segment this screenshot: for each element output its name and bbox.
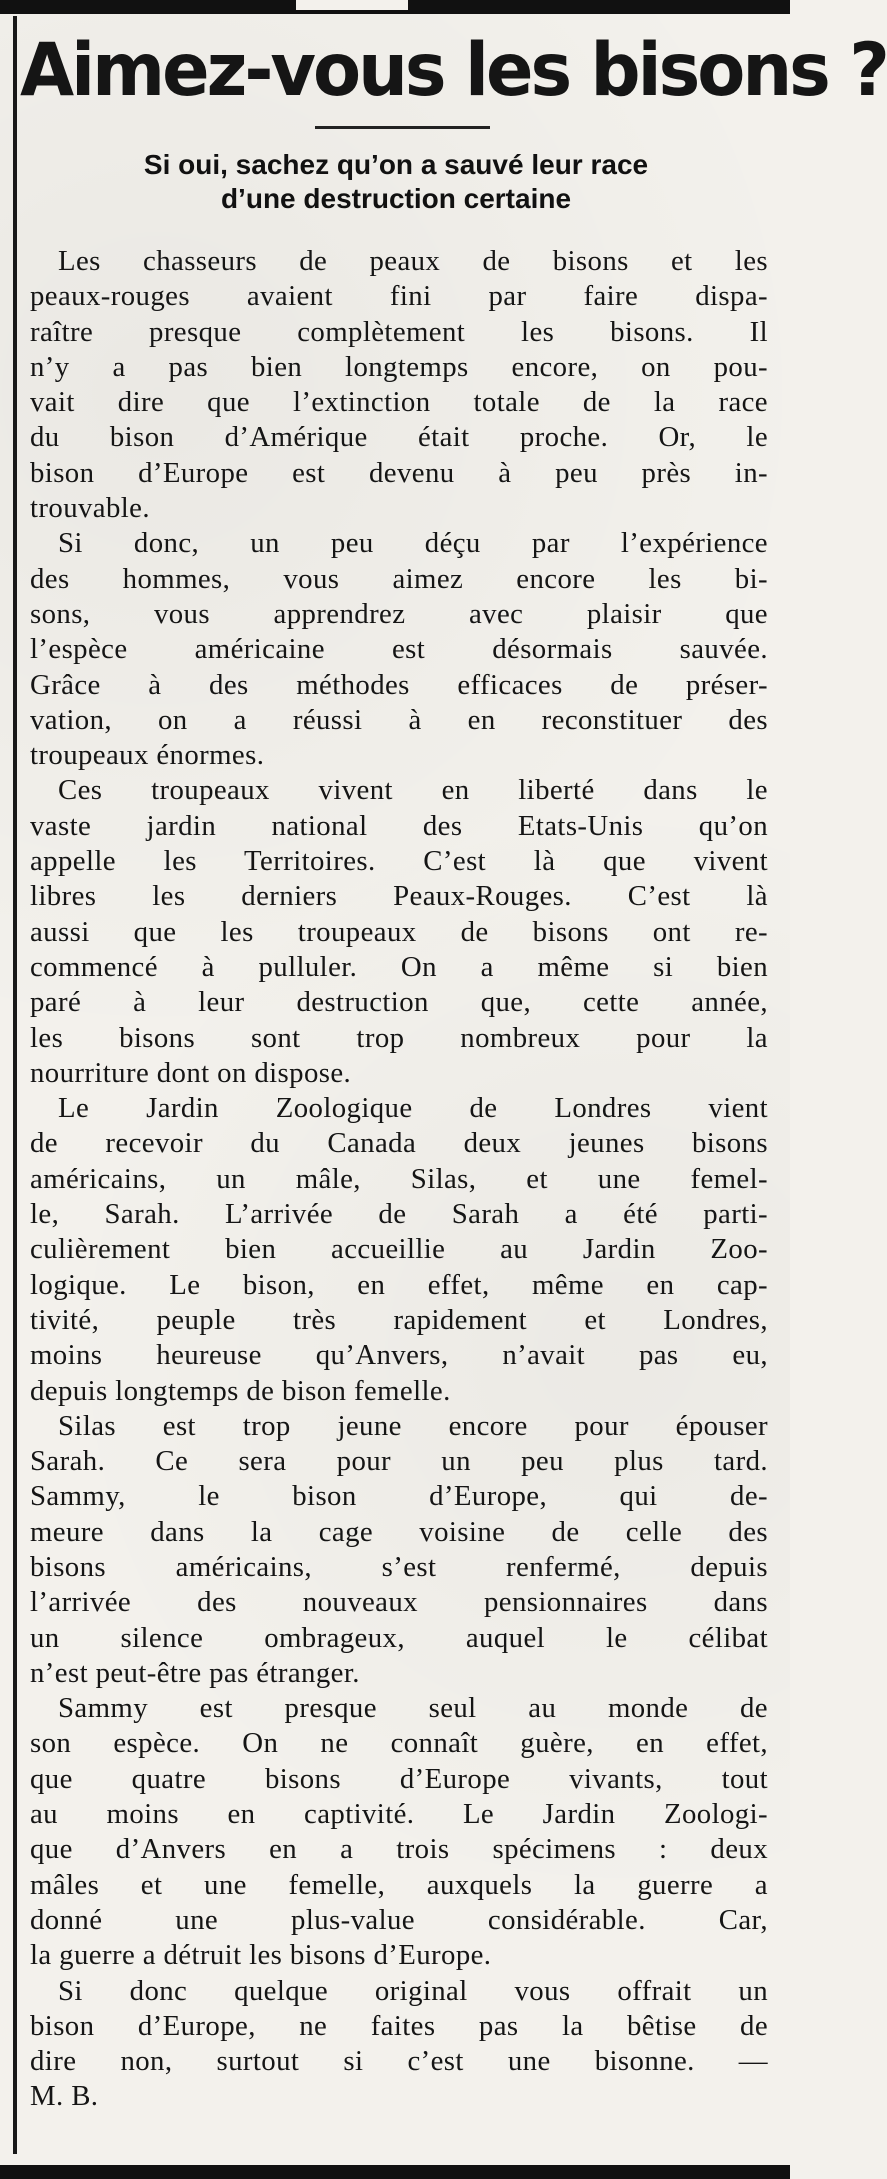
article-line: mâles et une femelle, auxquels la guerre a	[30, 1868, 768, 1901]
article-line: que d’Anvers en a trois spécimens : deux	[30, 1833, 768, 1866]
paragraph-3	[30, 773, 768, 1091]
headline: Aimez-vous les bisons ?	[20, 26, 887, 113]
paragraph-5	[30, 1409, 768, 1691]
article-line: culièrement bien accueillie au Jardin Zoo-	[30, 1233, 768, 1266]
article-line: depuis longtemps de bison femelle.	[30, 1374, 451, 1407]
article-line: vait dire que l’extinction totale de la race	[30, 386, 768, 419]
article-line: libres les derniers Peaux-Rouges. C’est là	[30, 880, 768, 913]
paragraph-4	[30, 1091, 768, 1409]
article-line: Ces troupeaux vivent en liberté dans le	[58, 774, 768, 807]
article-line: Si donc quelque original vous offrait un	[58, 1974, 768, 2007]
article-line: paré à leur destruction que, cette année,	[30, 986, 768, 1019]
article-line: n’est peut-être pas étranger.	[30, 1656, 360, 1689]
article-line: meure dans la cage voisine de celle des	[30, 1515, 768, 1548]
article-line: Sammy est presque seul au monde de	[58, 1692, 768, 1725]
article-line: américains, un mâle, Silas, et une femel-	[30, 1162, 768, 1195]
paragraph-7	[30, 1974, 768, 2115]
headline-divider	[315, 126, 490, 129]
article-line: le, Sarah. L’arrivée de Sarah a été parti-	[30, 1198, 768, 1231]
article-line: Silas est trop jeune encore pour épouser	[58, 1409, 768, 1442]
article-line: la guerre a détruit les bisons d’Europe.	[30, 1939, 492, 1972]
article-line: Les chasseurs de peaux de bisons et les	[58, 245, 768, 277]
paragraph-1	[30, 244, 768, 526]
subheadline-line-1: Si oui, sachez qu’on a sauvé leur race	[143, 149, 649, 180]
article-line: trouvable.	[30, 492, 150, 525]
article-line: tivité, peuple très rapidement et Londres,	[30, 1303, 768, 1336]
article-body	[30, 244, 768, 2115]
article-line: n’y a pas bien longtemps encore, on pou-	[30, 350, 768, 383]
article-line: bison d’Europe, ne faites pas la bêtise de	[30, 2009, 768, 2042]
article-line: logique. Le bison, en effet, même en cap-	[30, 1268, 768, 1301]
article-line: dire non, surtout si c’est une bisonne. —	[30, 2045, 768, 2078]
paragraph-2	[30, 526, 768, 773]
column-rule	[13, 16, 17, 2154]
author-signature: M. B.	[30, 2080, 99, 2113]
article-line: bisons américains, s’est renfermé, depuis	[30, 1550, 768, 1583]
article-line: peaux-rouges avaient fini par faire dispa-	[30, 280, 768, 313]
top-rule-notch	[296, 0, 408, 12]
article-line: l’arrivée des nouveaux pensionnaires dans	[30, 1586, 768, 1619]
article-line: de recevoir du Canada deux jeunes bisons	[30, 1127, 768, 1160]
subheadline-line-2: d’une destruction certaine	[220, 183, 572, 214]
article-line: du bison d’Amérique était proche. Or, le	[30, 421, 768, 454]
article-line: sons, vous apprendrez avec plaisir que	[30, 597, 768, 630]
bottom-rule	[0, 2165, 790, 2179]
article-line: Sarah. Ce sera pour un peu plus tard.	[30, 1445, 768, 1478]
article-line: raître presque complètement les bisons. Il	[30, 315, 768, 348]
paragraph-6	[30, 1691, 768, 1973]
article-line: vaste jardin national des Etats-Unis qu’on	[30, 809, 768, 842]
article-line: Grâce à des méthodes efficaces de préser-	[30, 668, 768, 701]
article-line: moins heureuse qu’Anvers, n’avait pas eu,	[30, 1339, 768, 1372]
article-line: au moins en captivité. Le Jardin Zoologi-	[30, 1798, 768, 1831]
article-line: un silence ombrageux, auquel le célibat	[30, 1621, 768, 1654]
article-line: des hommes, vous aimez encore les bi-	[30, 562, 768, 595]
article-line: Le Jardin Zoologique de Londres vient	[58, 1092, 768, 1125]
article-line: nourriture dont on dispose.	[30, 1056, 352, 1089]
article-line: aussi que les troupeaux de bisons ont re-	[30, 915, 768, 948]
article-line: Sammy, le bison d’Europe, qui de-	[30, 1480, 768, 1513]
article-line: appelle les Territoires. C’est là que vivent	[30, 845, 768, 878]
article-line: les bisons sont trop nombreux pour la	[30, 1021, 768, 1054]
article-line: bison d’Europe est devenu à peu près in-	[30, 456, 768, 489]
article-line: son espèce. On ne connaît guère, en effet,	[30, 1727, 768, 1760]
article-line: l’espèce américaine est désormais sauvée.	[30, 633, 768, 666]
article-line: troupeaux énormes.	[30, 739, 265, 772]
article-line: que quatre bisons d’Europe vivants, tout	[30, 1762, 768, 1795]
article-line: commencé à pulluler. On a même si bien	[30, 950, 768, 983]
article-line: vation, on a réussi à en reconstituer des	[30, 703, 768, 736]
article-line: Si donc, un peu déçu par l’expérience	[58, 527, 768, 560]
article-line: donné une plus-value considérable. Car,	[30, 1903, 768, 1936]
subheadline	[36, 148, 756, 216]
